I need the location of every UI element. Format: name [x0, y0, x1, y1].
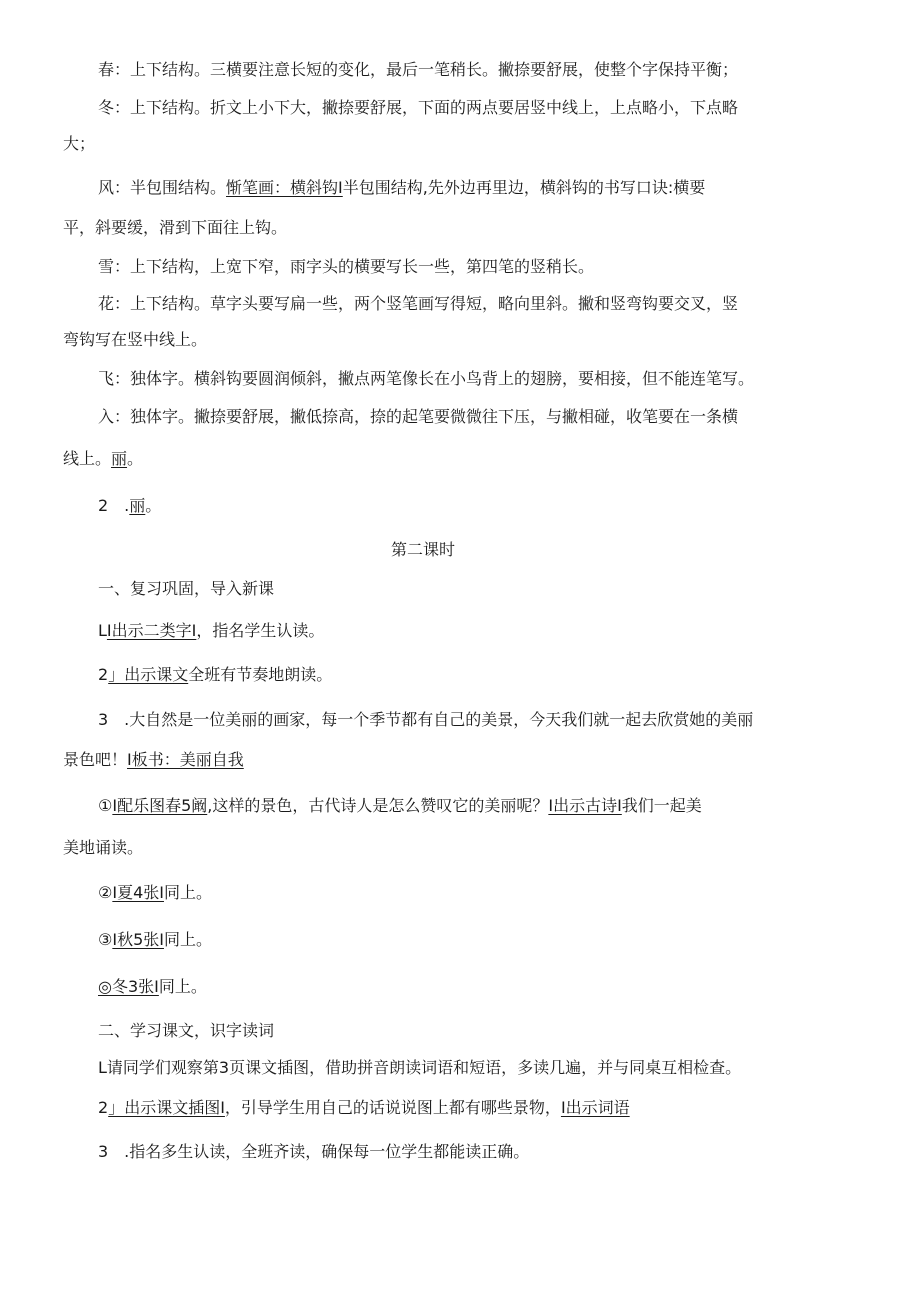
- underlined-note: ◎冬3张I: [98, 977, 159, 996]
- paragraph-ru: 入：独体字。撇捺要舒展，撇低捺高，捺的起笔要微微往下压，与撇相碰，收笔要在一条横: [98, 407, 739, 426]
- item-2: 2 .丽。: [98, 496, 162, 515]
- underlined-note: I出示词语: [560, 1098, 630, 1117]
- season-spring-cont: 美地诵读。: [63, 838, 144, 857]
- section-title: 第二课时: [390, 540, 455, 559]
- paragraph-dong: 冬：上下结构。折文上小下大，撇捺要舒展，下面的两点要居竖中线上，上点略小，下点略: [98, 98, 739, 117]
- review-step-3-cont: 景色吧！I板书：美丽自我: [63, 750, 244, 769]
- paragraph-feng: 风：半包围结构。惭笔画：横斜钩I半包围结构,先外边再里边，横斜钩的书写口诀:横要: [98, 178, 706, 197]
- heading-review: 一、复习巩固，导入新课: [98, 579, 275, 598]
- paragraph-hua-cont: 弯钩写在竖中线上。: [63, 330, 208, 349]
- underlined-word: 丽: [129, 496, 146, 515]
- learn-step-1: L请同学们观察第3页课文插图，借助拼音朗读词语和短语，多读几遍，并与同桌互相检查。: [98, 1058, 742, 1077]
- heading-learn: 二、学习课文，识字读词: [98, 1021, 275, 1040]
- season-winter: ◎冬3张I同上。: [98, 977, 207, 996]
- paragraph-fei: 飞：独体字。横斜钩要圆润倾斜，撇点两笔像长在小鸟背上的翅膀，要相接，但不能连笔写。: [98, 369, 755, 388]
- paragraph-xue: 雪：上下结构，上宽下窄，雨字头的横要写长一些，第四笔的竖稍长。: [98, 257, 595, 276]
- review-step-2: 2」出示课文全班有节奏地朗读。: [98, 665, 333, 684]
- learn-step-2: 2」出示课文插图I，引导学生用自己的话说说图上都有哪些景物，I出示词语: [98, 1098, 630, 1117]
- underlined-note: 」出示课文插图I: [108, 1098, 225, 1117]
- underlined-note: I秋5张I: [112, 930, 164, 949]
- season-summer: ②I夏4张I同上。: [98, 883, 212, 902]
- paragraph-hua: 花：上下结构。草字头要写扁一些，两个竖笔画写得短，略向里斜。撇和竖弯钩要交叉，竖: [98, 294, 739, 313]
- paragraph-dong-cont: 大；: [63, 134, 96, 153]
- paragraph-chun: 春：上下结构。三横要注意长短的变化，最后一笔稍长。撇捺要舒展，使整个字保持平衡；: [98, 60, 739, 79]
- underlined-note: I出示古诗I: [548, 796, 622, 815]
- paragraph-feng-cont: 平，斜要缓，滑到下面往上钩。: [63, 218, 288, 237]
- season-autumn: ③I秋5张I同上。: [98, 930, 212, 949]
- underlined-note: 惭笔画：横斜钩I: [226, 178, 343, 197]
- underlined-note: I夏4张I: [112, 883, 164, 902]
- underlined-note: I板书：美丽自我: [127, 750, 244, 769]
- underlined-note: I出示二类字I: [106, 621, 197, 640]
- season-spring: ①I配乐图春5阚,这样的景色，古代诗人是怎么赞叹它的美丽呢？I出示古诗I我们一起美: [98, 796, 702, 815]
- learn-step-3: 3 .指名多生认读，全班齐读，确保每一位学生都能读正确。: [98, 1142, 530, 1161]
- review-step-1: LI出示二类字I，指名学生认读。: [98, 621, 325, 640]
- paragraph-ru-cont: 线上。丽。: [63, 449, 144, 468]
- underlined-word: 丽: [111, 449, 128, 468]
- review-step-3: 3 .大自然是一位美丽的画家，每一个季节都有自己的美景，今天我们就一起去欣赏她的美丽: [98, 710, 754, 729]
- underlined-note: I配乐图春5阚: [112, 796, 208, 815]
- underlined-note: 」出示课文: [108, 665, 189, 684]
